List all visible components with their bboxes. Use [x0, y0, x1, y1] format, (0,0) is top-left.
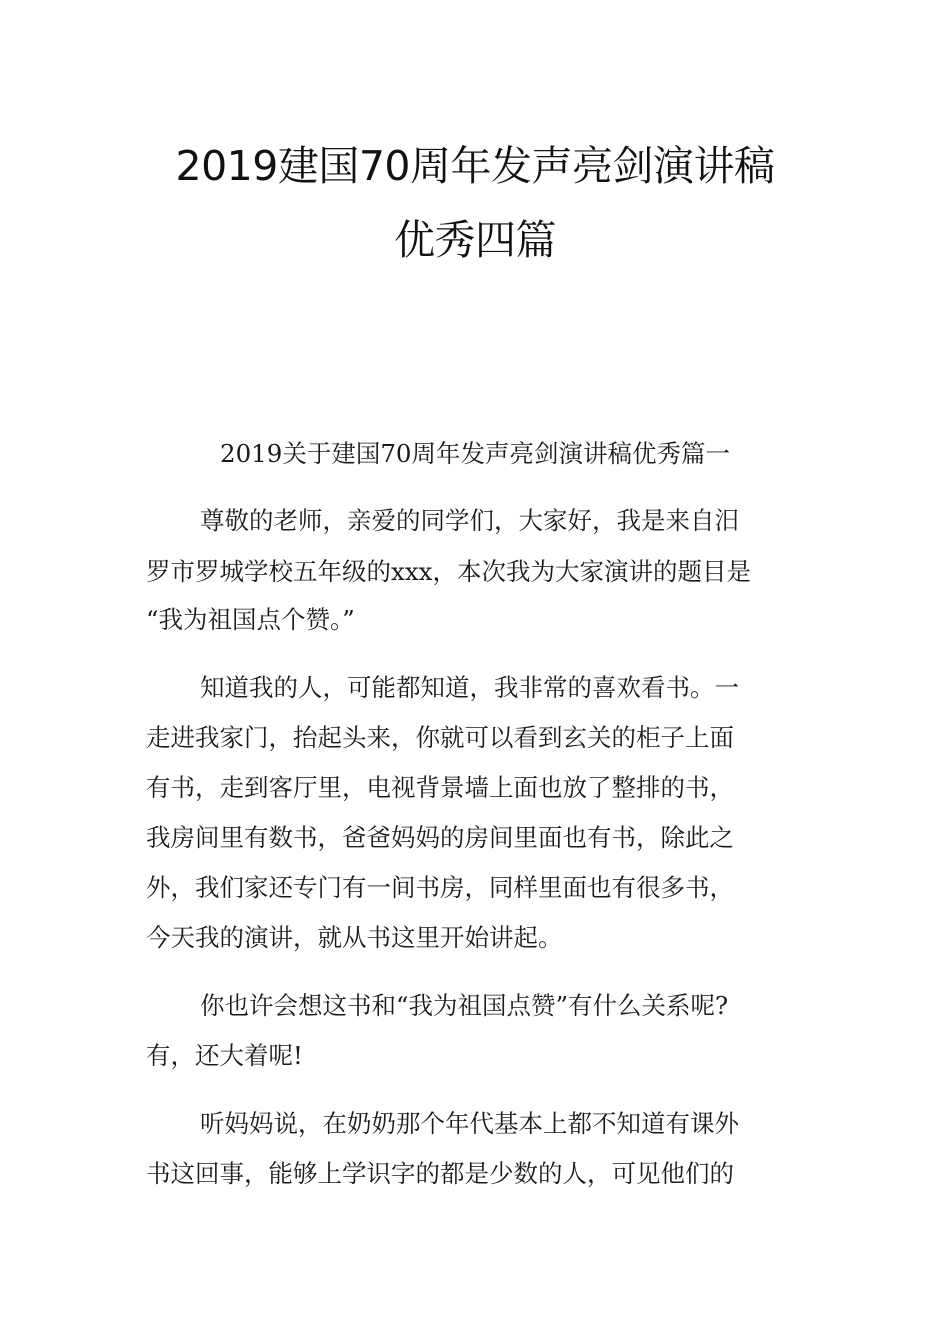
paragraph-2-line-3: 有书，走到客厅里，电视背景墙上面也放了整排的书， [146, 773, 734, 802]
paragraph-1-line-3: “我为祖国点个赞。” [146, 605, 355, 634]
paragraph-2-line-1: 知道我的人，可能都知道，我非常的喜欢看书。一 [200, 673, 739, 702]
section-heading: 2019关于建国70周年发声亮剑演讲稿优秀篇一 [219, 439, 731, 468]
document-title-line-1: 2019建国70周年发声亮剑演讲稿 [175, 142, 775, 190]
paragraph-2-line-5: 外，我们家还专门有一间书房，同样里面也有很多书， [146, 873, 734, 902]
paragraph-2-line-2: 走进我家门，抬起头来，你就可以看到玄关的柜子上面 [146, 723, 734, 752]
paragraph-2-line-6: 今天我的演讲，就从书这里开始讲起。 [146, 923, 563, 952]
paragraph-1-line-1: 尊敬的老师，亲爱的同学们，大家好，我是来自汨 [200, 506, 739, 535]
paragraph-1-line-2: 罗市罗城学校五年级的xxx，本次我为大家演讲的题目是 [146, 557, 751, 586]
paragraph-2-line-4: 我房间里有数书，爸爸妈妈的房间里面也有书，除此之 [146, 823, 734, 852]
document-title-line-2: 优秀四篇 [394, 216, 556, 264]
paragraph-3-line-1: 你也许会想这书和“我为祖国点赞”有什么关系呢? [200, 991, 729, 1020]
paragraph-3-line-2: 有，还大着呢! [146, 1041, 303, 1070]
paragraph-4-line-2: 书这回事，能够上学识字的都是少数的人，可见他们的 [146, 1159, 734, 1188]
paragraph-4-line-1: 听妈妈说，在奶奶那个年代基本上都不知道有课外 [200, 1109, 739, 1138]
